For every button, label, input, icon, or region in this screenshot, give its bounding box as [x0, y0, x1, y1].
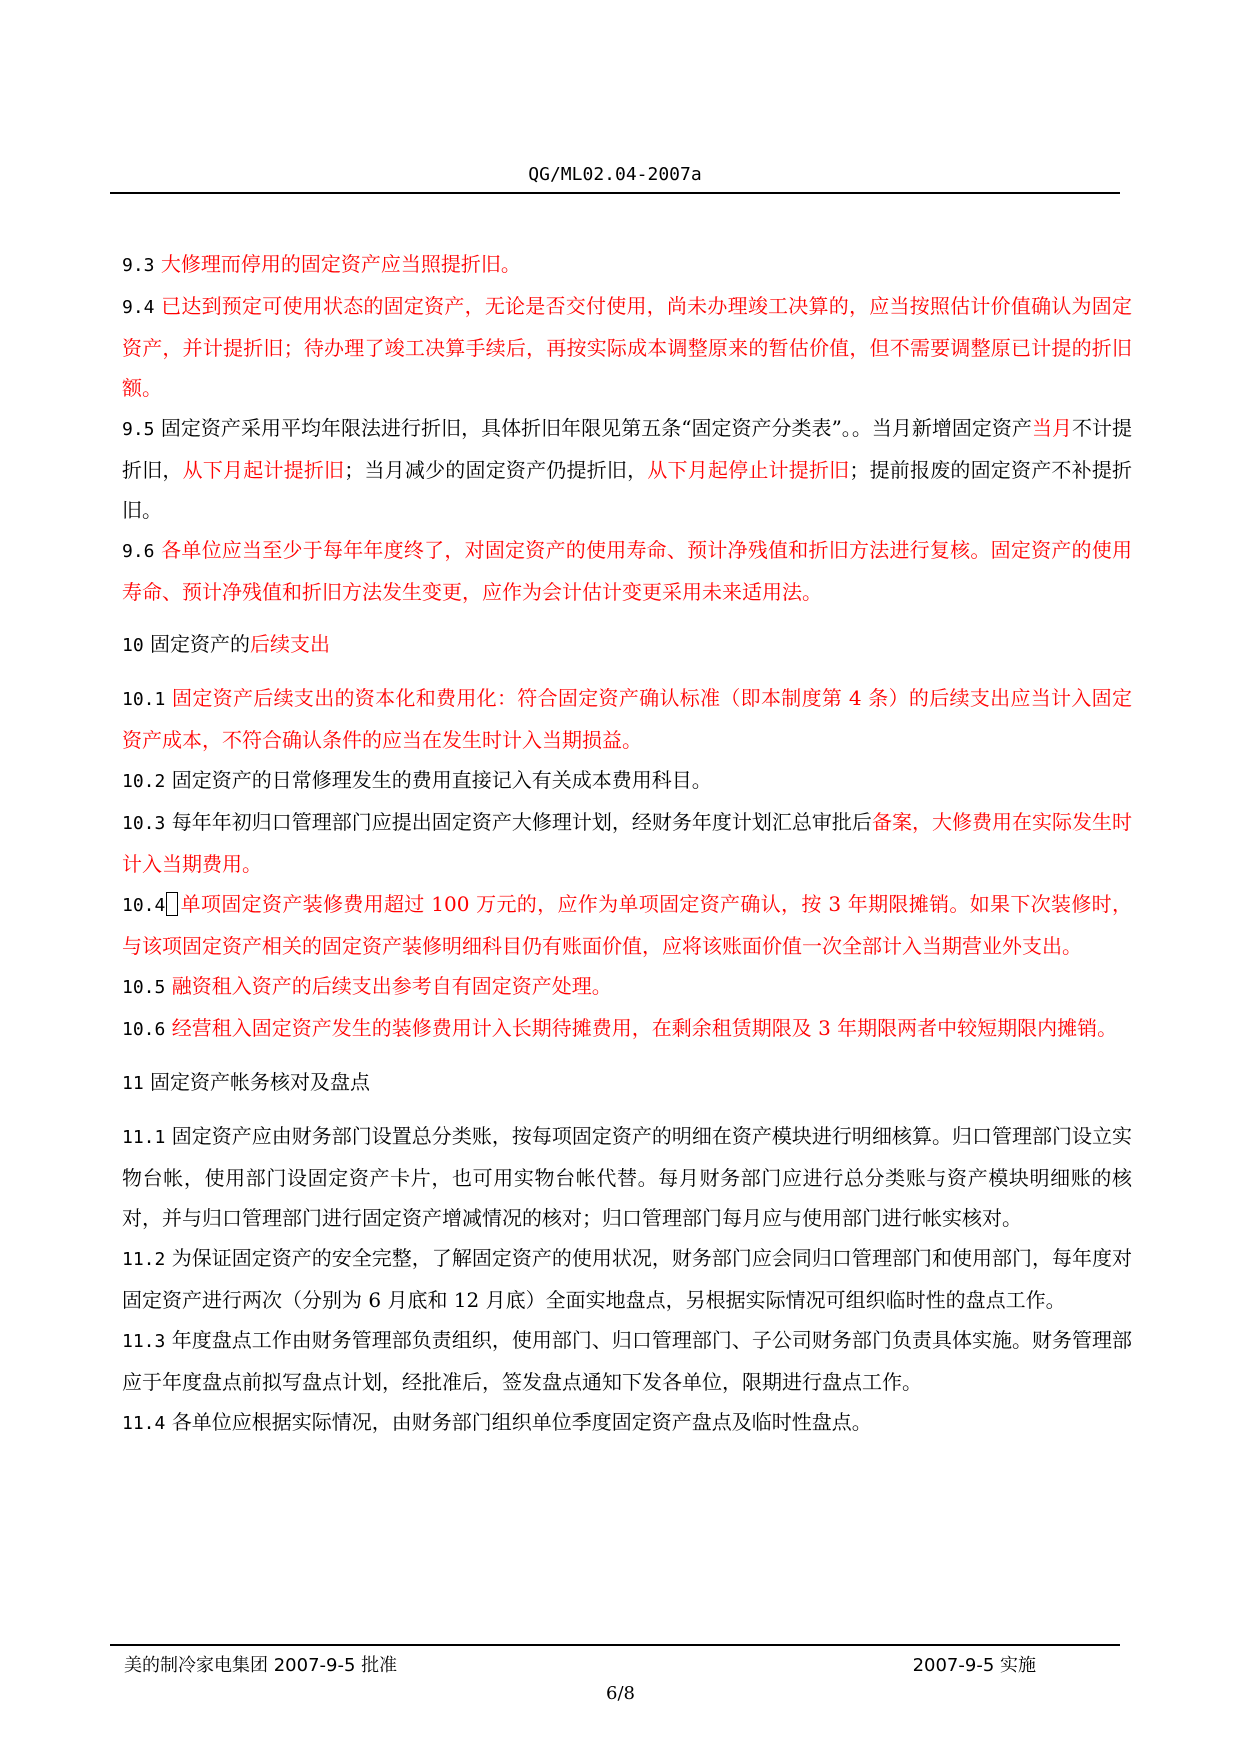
clause-number: 10.2 — [122, 771, 166, 792]
clause-text: 单项固定资产装修费用超过 100 万元的，应作为单项固定资产确认，按 3 年期限摊销。如果下次装修时，与该项固定资产相关的固定资产装修明细科目仍有账面价值，应将该账面价值一次全部计入当期营业外支出。 — [122, 892, 1132, 958]
clause-9-3 — [122, 244, 1132, 286]
clause-text: 固定资产应由财务部门设置总分类账，按每项固定资产的明细在资产模块进行明细核算。归口管理部门设立实物台帐，使用部门设固定资产卡片，也可用实物台帐代替。每月财务部门应进行总分类账与资产模块明细账的核对，并与归口管理部门进行固定资产增减情况的核对；归口管理部门每月应与使用部门进行帐实核对。 — [122, 1124, 1133, 1230]
footer-divider — [110, 1644, 1120, 1646]
clause-9-4 — [122, 286, 1132, 408]
clause-text: 年度盘点工作由财务管理部负责组织，使用部门、归口管理部门、子公司财务部门负责具体实施。财务管理部应于年度盘点前拟写盘点计划，经批准后，签发盘点通知下发各单位，限期进行盘点工作。 — [122, 1328, 1133, 1394]
section-heading-11 — [122, 1062, 1132, 1104]
clause-text: 大修理而停用的固定资产应当照提折旧。 — [160, 252, 521, 276]
section-title: 固定资产帐务核对及盘点 — [150, 1070, 371, 1094]
clause-text: 为保证固定资产的安全完整，了解固定资产的使用状况，财务部门应会同归口管理部门和使用部门，每年度对固定资产进行两次（分别为 6 月底和 12 月底）全面实地盘点，另根据实际情况可组织临时性的盘点工作。 — [122, 1246, 1133, 1312]
clause-text: 融资租入资产的后续支出参考自有固定资产处理。 — [171, 974, 612, 998]
clause-text: 各单位应根据实际情况，由财务部门组织单位季度固定资产盘点及临时性盘点。 — [171, 1410, 872, 1434]
clause-11-3 — [122, 1320, 1132, 1402]
page-number: 6/8 — [606, 1683, 635, 1704]
clause-number: 9.4 — [122, 297, 155, 318]
section-number: 10 — [122, 635, 144, 656]
clause-number: 11.4 — [122, 1413, 166, 1434]
document-body — [122, 244, 1132, 1444]
clause-text: 已达到预定可使用状态的固定资产，无论是否交付使用，尚未办理竣工决算的，应当按照估计价值确认为固定资产，并计提折旧；待办理了竣工决算手续后，再按实际成本调整原来的暂估价值，但不需要调整原已计提的折旧额。 — [122, 294, 1133, 400]
clause-number: 9.6 — [122, 541, 155, 562]
clause-number: 11.2 — [122, 1249, 166, 1270]
clause-highlight: 从下月起停止计提折旧 — [647, 458, 850, 482]
clause-highlight: 从下月起计提折旧 — [182, 458, 345, 482]
clause-number: 11.1 — [122, 1127, 166, 1148]
clause-number: 10.6 — [122, 1019, 166, 1040]
section-number: 11 — [122, 1073, 144, 1094]
clause-10-3 — [122, 802, 1132, 884]
clause-text: ；提前报废的固定资产不补提折旧。 — [122, 458, 1133, 522]
header-divider — [110, 192, 1120, 194]
clause-10-1 — [122, 678, 1132, 760]
clause-number: 9.3 — [122, 255, 155, 276]
clause-9-5 — [122, 408, 1132, 530]
clause-11-1 — [122, 1116, 1132, 1238]
section-heading-10 — [122, 624, 1132, 666]
clause-text: 每年年初归口管理部门应提出固定资产大修理计划，经财务年度计划汇总审批后 — [171, 810, 872, 834]
clause-number: 9.5 — [122, 419, 155, 440]
clause-number: 10.4 — [122, 895, 166, 916]
clause-11-2 — [122, 1238, 1132, 1320]
clause-10-2 — [122, 760, 1132, 802]
clause-10-4 — [122, 884, 1132, 966]
clause-text: 固定资产采用平均年限法进行折旧，具体折旧年限见第五条“固定资产分类表”。。当月新增固定资产 — [160, 416, 1032, 440]
placeholder-box-icon — [166, 892, 178, 916]
clause-number: 10.1 — [122, 689, 166, 710]
section-title-highlight: 后续支出 — [250, 632, 331, 656]
clause-text: 不计提折旧， — [122, 416, 1133, 482]
section-title: 固定资产的 — [150, 632, 251, 656]
clause-text: 经营租入固定资产发生的装修费用计入长期待摊费用，在剩余租赁期限及 3 年期限两者中较短期限内摊销。 — [171, 1016, 1118, 1040]
clause-text: 各单位应当至少于每年年度终了，对固定资产的使用寿命、预计净残值和折旧方法进行复核。固定资产的使用寿命、预计净残值和折旧方法发生变更，应作为会计估计变更采用未来适用法。 — [122, 538, 1133, 604]
clause-10-6 — [122, 1008, 1132, 1050]
clause-text: 固定资产后续支出的资本化和费用化：符合固定资产确认标准（即本制度第 4 条）的后续支出应当计入固定资产成本，不符合确认条件的应当在发生时计入当期损益。 — [122, 686, 1132, 752]
clause-9-6 — [122, 530, 1132, 612]
clause-number: 10.3 — [122, 813, 166, 834]
clause-text: ；当月减少的固定资产仍提折旧， — [344, 458, 648, 482]
implementation-note: 2007-9-5 实施 — [912, 1655, 1036, 1676]
document-code: QG/ML02.04-2007a — [528, 164, 702, 185]
clause-text: 固定资产的日常修理发生的费用直接记入有关成本费用科目。 — [171, 768, 712, 792]
clause-number: 10.5 — [122, 977, 166, 998]
clause-number: 11.3 — [122, 1331, 166, 1352]
clause-highlight: 当月 — [1031, 416, 1072, 440]
approval-note: 美的制冷家电集团 2007-9-5 批准 — [124, 1655, 398, 1676]
clause-highlight: 备案，大修费用在实际发生时计入当期费用。 — [122, 810, 1133, 876]
clause-10-5 — [122, 966, 1132, 1008]
clause-11-4 — [122, 1402, 1132, 1444]
